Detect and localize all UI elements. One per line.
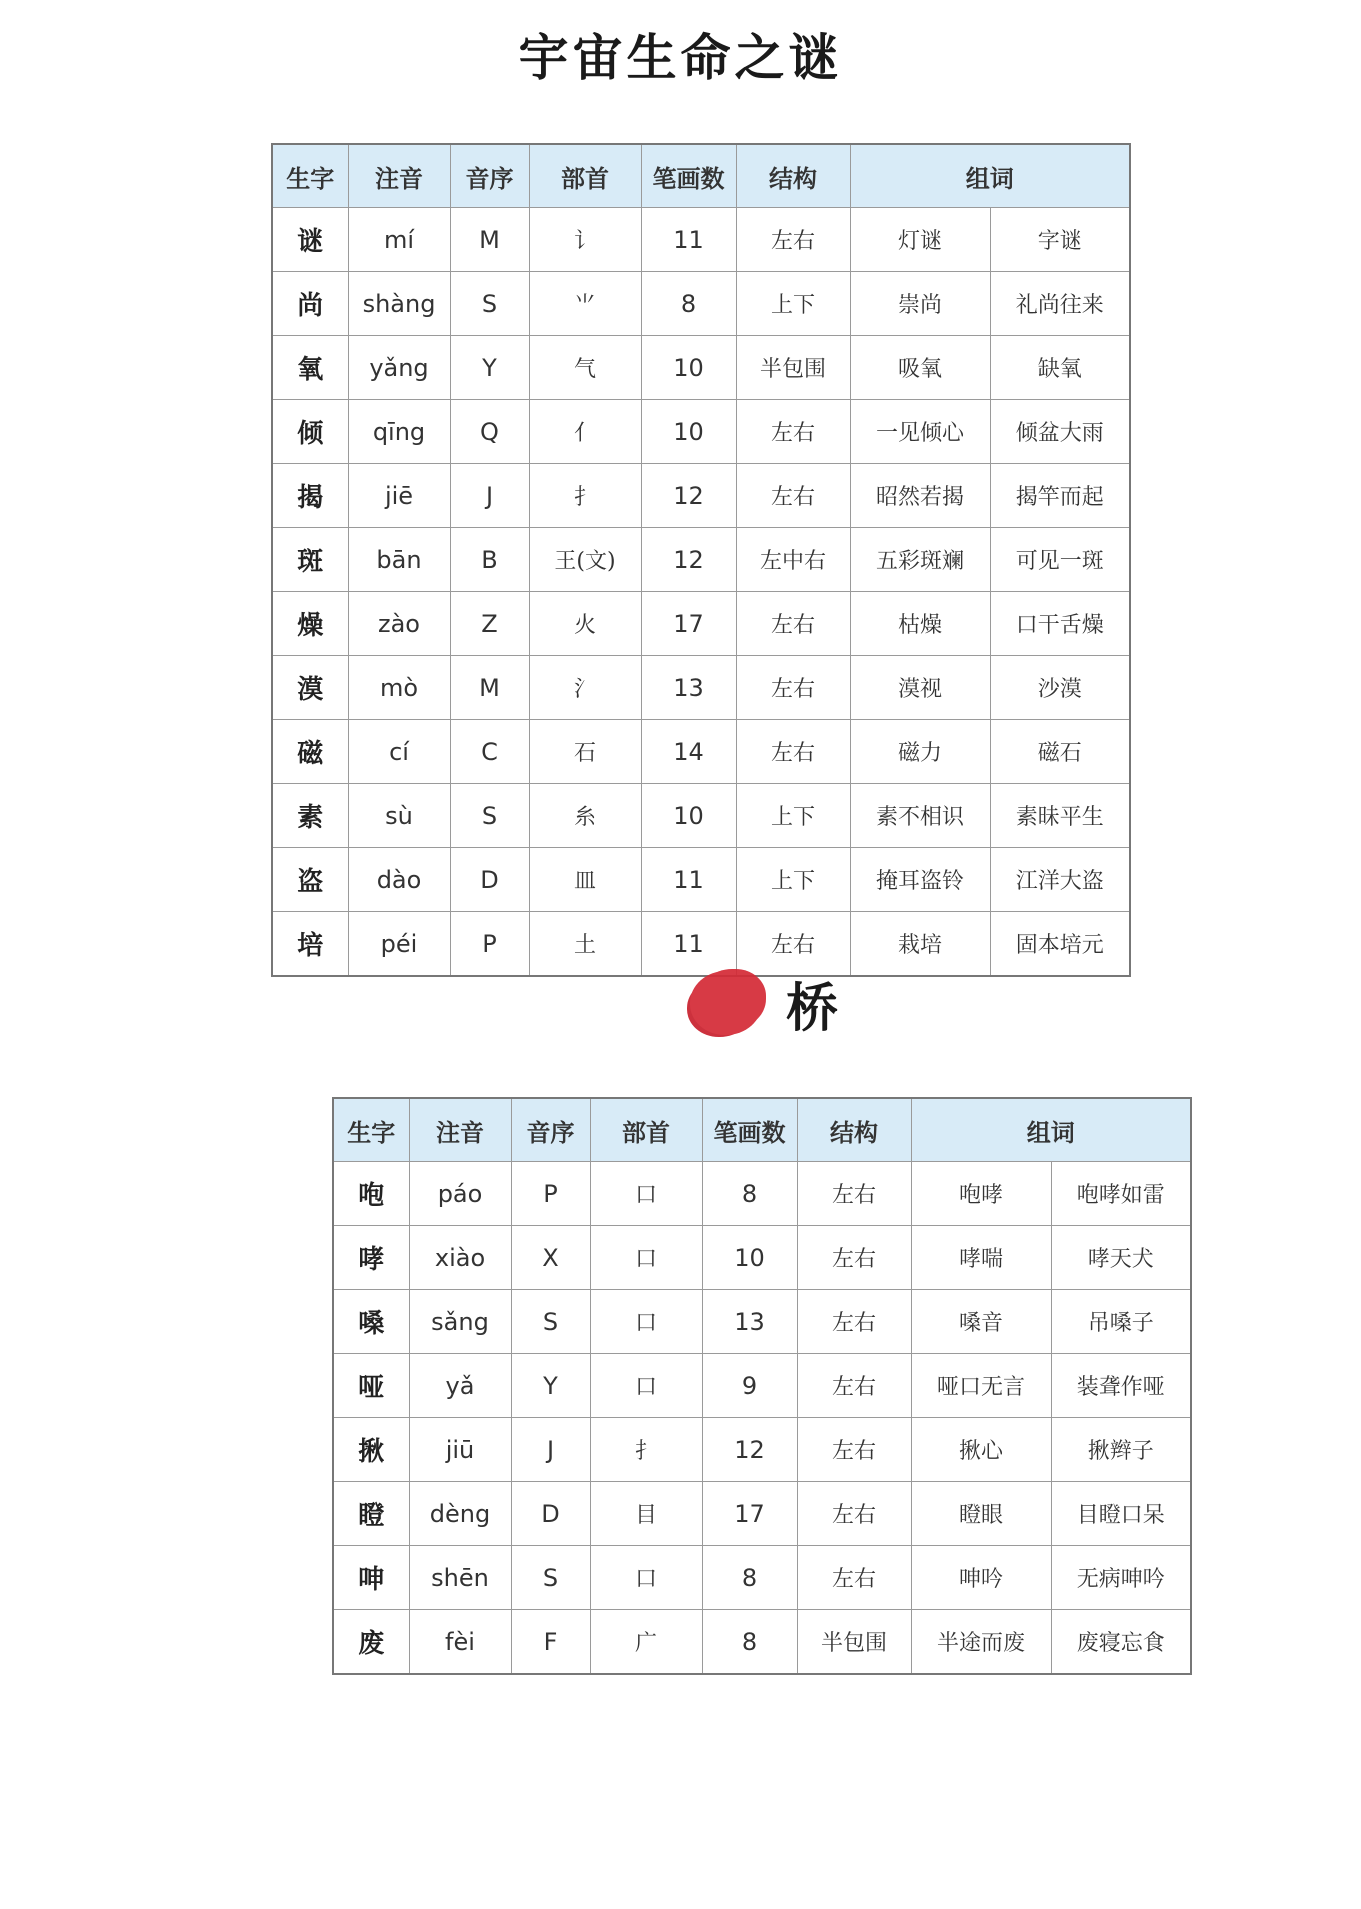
char-cell: 废 xyxy=(333,1610,409,1675)
lesson1-table-body xyxy=(272,208,1130,977)
stroke-count-cell: 17 xyxy=(702,1482,797,1546)
initial-cell: C xyxy=(450,720,529,784)
pinyin-cell: xiào xyxy=(409,1226,511,1290)
word-cell-1: 半途而废 xyxy=(911,1610,1051,1675)
pinyin-cell: mí xyxy=(348,208,450,272)
structure-cell: 上下 xyxy=(736,272,850,336)
radical-cell: 广 xyxy=(590,1610,702,1675)
stroke-count-cell: 10 xyxy=(641,784,736,848)
header-radical: 部首 xyxy=(529,144,641,208)
table-row xyxy=(333,1418,1191,1482)
header-structure: 结构 xyxy=(797,1098,911,1162)
pinyin-cell: dèng xyxy=(409,1482,511,1546)
word-cell-1: 掩耳盗铃 xyxy=(850,848,990,912)
radical-cell: 土 xyxy=(529,912,641,977)
red-ink-blot xyxy=(690,971,762,1035)
radical-cell: 口 xyxy=(590,1162,702,1226)
initial-cell: M xyxy=(450,208,529,272)
stroke-count-cell: 13 xyxy=(641,656,736,720)
char-cell: 漠 xyxy=(272,656,348,720)
word-cell-2: 缺氧 xyxy=(990,336,1130,400)
table-row xyxy=(272,336,1130,400)
stroke-count-cell: 10 xyxy=(641,400,736,464)
lesson2-title-group xyxy=(690,968,838,1038)
word-cell-2: 固本培元 xyxy=(990,912,1130,977)
word-cell-2: 沙漠 xyxy=(990,656,1130,720)
stroke-count-cell: 8 xyxy=(702,1546,797,1610)
radical-cell: 石 xyxy=(529,720,641,784)
radical-cell: 火 xyxy=(529,592,641,656)
table-row xyxy=(333,1546,1191,1610)
header-structure: 结构 xyxy=(736,144,850,208)
word-cell-1: 枯燥 xyxy=(850,592,990,656)
initial-cell: D xyxy=(450,848,529,912)
table-row xyxy=(272,528,1130,592)
pinyin-cell: fèi xyxy=(409,1610,511,1675)
word-cell-1: 崇尚 xyxy=(850,272,990,336)
stroke-count-cell: 14 xyxy=(641,720,736,784)
header-initial: 音序 xyxy=(450,144,529,208)
stroke-count-cell: 17 xyxy=(641,592,736,656)
pinyin-cell: dào xyxy=(348,848,450,912)
structure-cell: 左右 xyxy=(736,656,850,720)
initial-cell: S xyxy=(450,272,529,336)
structure-cell: 左右 xyxy=(736,208,850,272)
lesson2-title: 桥 xyxy=(786,977,839,1039)
structure-cell: 左右 xyxy=(736,912,850,977)
lesson2-table-body xyxy=(333,1162,1191,1675)
word-cell-1: 瞪眼 xyxy=(911,1482,1051,1546)
word-cell-1: 揪心 xyxy=(911,1418,1051,1482)
table-header-row xyxy=(272,144,1130,208)
pinyin-cell: jiū xyxy=(409,1418,511,1482)
table-row xyxy=(272,656,1130,720)
initial-cell: J xyxy=(450,464,529,528)
table-row xyxy=(272,848,1130,912)
stroke-count-cell: 11 xyxy=(641,848,736,912)
structure-cell: 左右 xyxy=(797,1482,911,1546)
word-cell-2: 素昧平生 xyxy=(990,784,1130,848)
header-strokes: 笔画数 xyxy=(702,1098,797,1162)
table-row xyxy=(272,208,1130,272)
char-cell: 哮 xyxy=(333,1226,409,1290)
char-cell: 素 xyxy=(272,784,348,848)
structure-cell: 半包围 xyxy=(797,1610,911,1675)
stroke-count-cell: 9 xyxy=(702,1354,797,1418)
radical-cell: 糸 xyxy=(529,784,641,848)
word-cell-2: 装聋作哑 xyxy=(1051,1354,1191,1418)
radical-cell: 目 xyxy=(590,1482,702,1546)
word-cell-1: 一见倾心 xyxy=(850,400,990,464)
lesson1-vocab-table xyxy=(271,143,1131,977)
table-row xyxy=(272,720,1130,784)
table-row xyxy=(272,912,1130,977)
pinyin-cell: zào xyxy=(348,592,450,656)
initial-cell: S xyxy=(511,1290,590,1354)
word-cell-1: 嗓音 xyxy=(911,1290,1051,1354)
char-cell: 尚 xyxy=(272,272,348,336)
radical-cell: 口 xyxy=(590,1354,702,1418)
word-cell-2: 废寝忘食 xyxy=(1051,1610,1191,1675)
initial-cell: Y xyxy=(450,336,529,400)
word-cell-2: 哮天犬 xyxy=(1051,1226,1191,1290)
pinyin-cell: sù xyxy=(348,784,450,848)
char-cell: 斑 xyxy=(272,528,348,592)
char-cell: 揭 xyxy=(272,464,348,528)
radical-cell: 氵 xyxy=(529,656,641,720)
word-cell-1: 哮喘 xyxy=(911,1226,1051,1290)
pinyin-cell: jiē xyxy=(348,464,450,528)
header-pinyin: 注音 xyxy=(409,1098,511,1162)
word-cell-2: 磁石 xyxy=(990,720,1130,784)
word-cell-1: 栽培 xyxy=(850,912,990,977)
initial-cell: J xyxy=(511,1418,590,1482)
pinyin-cell: péi xyxy=(348,912,450,977)
word-cell-2: 礼尚往来 xyxy=(990,272,1130,336)
structure-cell: 左右 xyxy=(736,400,850,464)
stroke-count-cell: 8 xyxy=(702,1610,797,1675)
word-cell-2: 江洋大盗 xyxy=(990,848,1130,912)
char-cell: 磁 xyxy=(272,720,348,784)
table-row xyxy=(333,1290,1191,1354)
word-cell-1: 素不相识 xyxy=(850,784,990,848)
table-row xyxy=(272,464,1130,528)
stroke-count-cell: 8 xyxy=(702,1162,797,1226)
radical-cell: 气 xyxy=(529,336,641,400)
header-initial: 音序 xyxy=(511,1098,590,1162)
word-cell-1: 吸氧 xyxy=(850,336,990,400)
lesson2-vocab-table xyxy=(332,1097,1192,1675)
word-cell-2: 口干舌燥 xyxy=(990,592,1130,656)
header-char: 生字 xyxy=(272,144,348,208)
radical-cell: 口 xyxy=(590,1546,702,1610)
char-cell: 培 xyxy=(272,912,348,977)
word-cell-1: 哑口无言 xyxy=(911,1354,1051,1418)
initial-cell: D xyxy=(511,1482,590,1546)
structure-cell: 左右 xyxy=(797,1162,911,1226)
structure-cell: 左右 xyxy=(736,592,850,656)
initial-cell: P xyxy=(450,912,529,977)
table-row xyxy=(333,1354,1191,1418)
table-header-row xyxy=(333,1098,1191,1162)
pinyin-cell: mò xyxy=(348,656,450,720)
table-row xyxy=(333,1610,1191,1675)
structure-cell: 左右 xyxy=(797,1354,911,1418)
stroke-count-cell: 12 xyxy=(702,1418,797,1482)
pinyin-cell: shàng xyxy=(348,272,450,336)
char-cell: 咆 xyxy=(333,1162,409,1226)
pinyin-cell: bān xyxy=(348,528,450,592)
word-cell-1: 灯谜 xyxy=(850,208,990,272)
structure-cell: 左右 xyxy=(797,1290,911,1354)
header-radical: 部首 xyxy=(590,1098,702,1162)
pinyin-cell: yǎ xyxy=(409,1354,511,1418)
word-cell-1: 呻吟 xyxy=(911,1546,1051,1610)
radical-cell: ⺌ xyxy=(529,272,641,336)
initial-cell: S xyxy=(450,784,529,848)
word-cell-1: 磁力 xyxy=(850,720,990,784)
word-cell-2: 可见一斑 xyxy=(990,528,1130,592)
radical-cell: 扌 xyxy=(590,1418,702,1482)
pinyin-cell: sǎng xyxy=(409,1290,511,1354)
char-cell: 呻 xyxy=(333,1546,409,1610)
char-cell: 瞪 xyxy=(333,1482,409,1546)
stroke-count-cell: 12 xyxy=(641,528,736,592)
header-words: 组词 xyxy=(911,1098,1191,1162)
char-cell: 盗 xyxy=(272,848,348,912)
structure-cell: 左右 xyxy=(736,464,850,528)
stroke-count-cell: 12 xyxy=(641,464,736,528)
word-cell-2: 无病呻吟 xyxy=(1051,1546,1191,1610)
initial-cell: X xyxy=(511,1226,590,1290)
stroke-count-cell: 10 xyxy=(641,336,736,400)
table-row xyxy=(272,272,1130,336)
table-row xyxy=(333,1226,1191,1290)
initial-cell: Q xyxy=(450,400,529,464)
header-pinyin: 注音 xyxy=(348,144,450,208)
char-cell: 嗓 xyxy=(333,1290,409,1354)
table-row xyxy=(272,784,1130,848)
radical-cell: 扌 xyxy=(529,464,641,528)
char-cell: 倾 xyxy=(272,400,348,464)
pinyin-cell: yǎng xyxy=(348,336,450,400)
table-row xyxy=(333,1482,1191,1546)
stroke-count-cell: 8 xyxy=(641,272,736,336)
table-row xyxy=(333,1162,1191,1226)
pinyin-cell: shēn xyxy=(409,1546,511,1610)
header-words: 组词 xyxy=(850,144,1130,208)
initial-cell: S xyxy=(511,1546,590,1610)
char-cell: 哑 xyxy=(333,1354,409,1418)
radical-cell: 口 xyxy=(590,1226,702,1290)
initial-cell: Z xyxy=(450,592,529,656)
word-cell-2: 揭竿而起 xyxy=(990,464,1130,528)
word-cell-1: 咆哮 xyxy=(911,1162,1051,1226)
structure-cell: 左中右 xyxy=(736,528,850,592)
word-cell-1: 漠视 xyxy=(850,656,990,720)
pinyin-cell: cí xyxy=(348,720,450,784)
char-cell: 燥 xyxy=(272,592,348,656)
stroke-count-cell: 11 xyxy=(641,912,736,977)
table-row xyxy=(272,400,1130,464)
radical-cell: 口 xyxy=(590,1290,702,1354)
pinyin-cell: páo xyxy=(409,1162,511,1226)
structure-cell: 左右 xyxy=(797,1226,911,1290)
word-cell-2: 咆哮如雷 xyxy=(1051,1162,1191,1226)
word-cell-2: 目瞪口呆 xyxy=(1051,1482,1191,1546)
stroke-count-cell: 13 xyxy=(702,1290,797,1354)
initial-cell: B xyxy=(450,528,529,592)
word-cell-1: 昭然若揭 xyxy=(850,464,990,528)
word-cell-2: 揪辫子 xyxy=(1051,1418,1191,1482)
word-cell-2: 吊嗓子 xyxy=(1051,1290,1191,1354)
char-cell: 谜 xyxy=(272,208,348,272)
structure-cell: 左右 xyxy=(797,1418,911,1482)
radical-cell: 亻 xyxy=(529,400,641,464)
header-strokes: 笔画数 xyxy=(641,144,736,208)
structure-cell: 上下 xyxy=(736,784,850,848)
structure-cell: 上下 xyxy=(736,848,850,912)
stroke-count-cell: 10 xyxy=(702,1226,797,1290)
initial-cell: M xyxy=(450,656,529,720)
structure-cell: 半包围 xyxy=(736,336,850,400)
lesson1-title: 宇宙生命之谜 xyxy=(518,28,843,87)
word-cell-1: 五彩斑斓 xyxy=(850,528,990,592)
pinyin-cell: qīng xyxy=(348,400,450,464)
table-row xyxy=(272,592,1130,656)
word-cell-2: 字谜 xyxy=(990,208,1130,272)
stroke-count-cell: 11 xyxy=(641,208,736,272)
radical-cell: 王(文) xyxy=(529,528,641,592)
initial-cell: F xyxy=(511,1610,590,1675)
structure-cell: 左右 xyxy=(736,720,850,784)
initial-cell: P xyxy=(511,1162,590,1226)
char-cell: 揪 xyxy=(333,1418,409,1482)
header-char: 生字 xyxy=(333,1098,409,1162)
radical-cell: 讠 xyxy=(529,208,641,272)
initial-cell: Y xyxy=(511,1354,590,1418)
radical-cell: 皿 xyxy=(529,848,641,912)
structure-cell: 左右 xyxy=(797,1546,911,1610)
word-cell-2: 倾盆大雨 xyxy=(990,400,1130,464)
char-cell: 氧 xyxy=(272,336,348,400)
